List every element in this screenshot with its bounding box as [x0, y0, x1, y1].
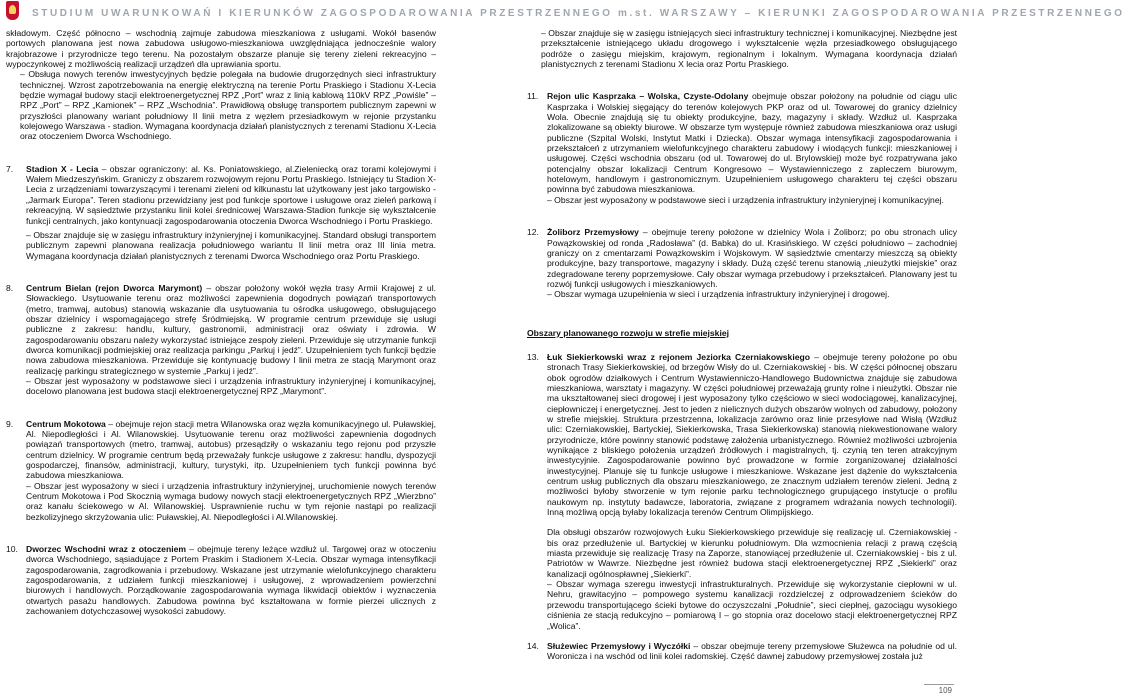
list-item-12 — [527, 227, 957, 299]
page-header — [0, 0, 1125, 22]
list-item-9 — [6, 419, 436, 522]
item-text: – obszar ograniczony: al. Ks. Poniatowskiego, al.Zieleniecką oraz torami kolejowymi i Wałem Miedzeszyńskim. Graniczy z obszarem rozwojowym rejonu Portu Praskiego. Istniejący tu Stadion X-Lecia z urządzeniami towarzyszącymi i terenami zieleni od kilkunastu lat użytkowany jest jako targowisko - „Jarmark Europa”. Teren stadionu przewidziany jest pod funkcje sportowe i usługowe oraz zieleń parkową i rekreacyjną. W sąsiedztwie przystanku linii kolei średnicowej Warszawa-Stadion funkcje się wykształcenie funkcji centralnych, jako kontynuacji zagospodarowania otoczenia Dworca Wschodniego i Portu Praskiego. — [26, 163, 436, 226]
list-item-7 — [6, 164, 436, 261]
item-heading: Stadion X - Lecia — [26, 163, 99, 174]
item-text: – obejmuje tereny położone po obu stronach Trasy Siekierkowskiej, od brzegów Wisły do ul. Czerniakowskiej - bis. W części północnej obszaru obok ogrodów działkowych i Centrum Wystawienniczo-Handlowego Budownictwa znajduje się zabudowa mieszkaniowa, warsztaty i magazyny. W części południowej przeważają grunty rolne i nieużytki. Obszar nie ma ukształtowanej sieci drogowej i jest wyposażony tylko częściowo w sieci wodociągowej, kanalizacyjnej, ciepłowniczej i energetycznej. Jest to jeden z nielicznych dużych obszarów wolnych od zabudowy, położony w strefie miejskiej. Struktura przestrzenna, lokalizacja zarówno oraz linie przesyłowe nad Wisłą (Wzdłuż ulic: Czerniakowskiej, Bartyckiej, Siekierkowska, Trasa Siekierkowska) stanowią niekwestionowane walory przyrodnicze, które powinny stanowić podstawę założenia urbanistycznego. Również możliwości uzbrojenia wynikające z bliskiego położenia urządzeń źródłowych i magistralnych, tj. czynią ten teren atrakcyjnym inwestycyjnie. Zagospodarowanie powinno być prowadzone w formie zorganizowanej działalności inwestycyjnej. Planuje się tu funkcje usługowe i mieszkaniowe. Wskazane jest dążenie do wykształcenia centrum usług publicznych dla obszaru mieszkaniowego, ze znacznym udziałem terenów zieleni. Jedną z możliwości byłoby stworzenie w tym rejonie parku technologicznego grupującego instytucje o profilu naukowym np. instytuty badawcze, laboratoria, związane z programem wdrażania nowych technologii). Inną możliwą opcją byłaby lokalizacja terenów Centrum Olimpijskiego. — [547, 351, 957, 518]
item-bullet: – Obszar znajduje się w zasięgu infrastruktury inżynieryjnej i komunikacyjnej. Standard obsługi transportem publicznym zapewni planowana realizacja południowego wariantu II linii metra oraz III linia metra. Wymagana koordynacja działań planistycznych z terenami Dworca Wschodniego oraz Portu Praskiego. — [26, 229, 436, 261]
item-number: 12. — [527, 227, 539, 238]
list-item-10 — [6, 544, 436, 616]
list-item-14 — [527, 641, 957, 662]
top-bullet: – Obszar znajduje się w zasięgu istniejących sieci infrastruktury technicznej i komunikacyjnej. Niezbędne jest przekształcenie istniejącego układu drogowego i wykształcenie węzła przesiadkowego obsługującego podróże o zasięgu miejskim, krajowym, regionalnym i lokalnym. Wymagana koordynacja działań planistycznych z terenami Stadionu X lecia oraz Portu Praskiego. — [541, 28, 957, 70]
item-bullet: – Obszar jest wyposażony w podstawowe sieci i urządzenia infrastruktury inżynieryjnej i komunikacyjnej, docelowo planowana jest budowa stacji elektroenergetycznej RPZ „Marymont”. — [26, 375, 436, 397]
item-paragraph: Dla obsługi obszarów rozwojowych Łuku Siekierkowskiego przewiduje się realizację ul. Czerniakowskiej - bis oraz przedłużenie ul. Bartyckiej w kierunku południowym. Dla wzmocnienia relacji z prawą częścią miasta przewiduje się realizację Trasy na Zaporze, stanowiącej przedłużenie ul. Czerniakowskiej - bis z ul. Patriotów w Wawrze. Niezbędne jest również budowa stacji elektroenergetycznej RPZ „Siekierki” oraz kanalizacji ogólnospławnej „Siekierki”. — [547, 527, 957, 579]
item-heading: Służewiec Przemysłowy i Wyczółki — [547, 640, 691, 651]
item-text: obejmuje obszar położony na południe od ciągu ulic Kasprzaka i Wolskiej sięgający do terenów kolejowych PKP oraz od ul. Towarowej do granicy dzielnicy Wola. Obecnie znajdują się tu obiekty produkcyjne, bazy, magazyny i składy. Wzdłuż ul. Kasprzaka zlokalizowane są obiekty biurowe. W obszarze tym występuje również zabudowa mieszkaniowa oraz usługi publiczne (Szpital Wolski, Instytut Matki i Dziecka). Obszar wymaga intensyfikacji zagospodarowania i przekształceń z utrzymaniem wielofunkcyjnego charakteru zabudowy i wiodących funkcji: mieszkaniowej i usługowej. Części wschodnia obszaru (od ul. Towarowej do ul. Brylowskiej) może być rozpatrywana jako potencjalny obszar lokalizacji Centrum Kongresowo – Wystawienniczego z zapleczem biurowym, hotelowym, handlowym i gastronomicznym. Uzupełnieniem usługowego charakteru tej części obszaru powinna być zabudowa mieszkaniowa. — [547, 91, 957, 195]
item-number: 13. — [527, 351, 539, 362]
list-item-8 — [6, 283, 436, 397]
item-bullet: – Obszar jest wyposażony w podstawowe sieci i urządzenia infrastruktury inżynieryjnej i komunikacyjnej. — [547, 194, 944, 205]
list-item-13 — [527, 352, 957, 631]
item-text: – obejmuje tereny leżące wzdłuż ul. Targowej oraz w otoczeniu dworca Wschodniego, sąsiadujące z Portem Praskim i Stadionem X-Lecia. Obszar wymaga intensyfikacji zagospodarowania, zagrodkowania i przebudowy. Wskazane jest utrzymanie wielofunkcyjnego charakteru zagospodarowania, z udziałem funkcji mieszkaniowej i usługowej, z wprowadzeniem powierzchni biurowych i handlowych. Porządkowanie zagospodarowania wymaga likwidacji obiektów i wyznaczenia otwartych pasażu handlowych. Zabudowa powinna być kształtowana w formie pierzei ulicznych z zachowaniem dotychczasowej wysokości zabudowy. — [26, 544, 436, 617]
item-heading: Dworzec Wschodni wraz z otoczeniem — [26, 544, 186, 555]
item-number: 9. — [6, 418, 14, 429]
section-title: Obszary planowanego rozwoju w strefie miejskiej — [527, 327, 730, 338]
item-heading: Żoliborz Przemysłowy — [547, 227, 639, 238]
item-number: 8. — [6, 282, 14, 293]
header-title: STUDIUM UWARUNKOWAŃ I KIERUNKÓW ZAGOSPODAROWANIA PRZESTRZENNEGO m.st. WARSZAWY – KIERUNKI ZAGOSPODAROWANIA PRZESTRZENNEGO — [32, 8, 1125, 19]
right-column — [527, 28, 957, 662]
item-bullet: – Obszar wymaga szeregu inwestycji infrastrukturalnych. Przewiduje się wykorzystanie ciepłowni w ul. Nehru, grawitacyjno – pompowego systemu kanalizacji rozdzielczej z odprowadzeniem ścieków do przewodu transportującego ścieki bytowe do oczyszczalni „Południe”, sieci ciepłnej, gazociągu wysokiego ciśnienia ze stacją redukcyjno – pomiarową I – go stopnia oraz docelowo stacji elektroenergetycznej RPZ „Wolica”. — [547, 579, 957, 631]
item-heading: Łuk Siekierkowski wraz z rejonem Jeziorka Czerniakowskiego — [547, 351, 810, 362]
item-number: 7. — [6, 163, 14, 174]
item-number: 14. — [527, 640, 539, 651]
item-text: – obejmuje tereny położone w dzielnicy Wola i Żoliborz; po obu stronach ulicy Powązkowskiej od ronda „Radosława” (d. Babka) do ul. Krasińskiego. W części południowo – zachodniej graniczy on z cmentarzami Powązkowskim i Wojskowym. W sąsiedztwie cmentarzy mieszczą są obiekty produkcyjne, bazy transportowe, magazyny i składy. Dużą część terenu stanowią „nieużytki miejskie” oraz zdegradowane tereny poprzemysłowe. Cały obszar wymaga przebudowy i przekształceń. Planowany jest tu rozwój funkcji usługowych i mieszkaniowych. — [547, 227, 957, 289]
intro-paragraph: składowym. Część północno – wschodnią zajmuje zabudowa mieszkaniowa z usługami. Wokół basenów portowych planowana jest nowa zabudowa usługowo-mieszkaniowa uwzględniająca jednocześnie walory krajobrazowe i przyrodnicze tego terenu. Na pozostałym obszarze planuje się tereny zieleni rekreacyjno – wypoczynkowej z możliwością realizacji urządzeń dla uprawiania sportu. — [6, 28, 436, 70]
warsaw-coat-of-arms-icon — [6, 1, 19, 20]
item-heading: Centrum Mokotowa — [26, 418, 106, 429]
item-number: 10. — [6, 544, 18, 555]
item-text: – obszar obejmuje tereny przemysłowe Służewca na południe od ul. Woronicza i na wschód od linii kolei radomskiej. Część dawnej zabudowy przemysłowej została już — [547, 640, 957, 662]
item-bullet: – Obszar wymaga uzupełnienia w sieci i urządzenia infrastruktury inżynieryjnej i drogowej. — [547, 289, 890, 300]
list-item-11 — [527, 91, 957, 205]
footer-rule — [924, 684, 954, 685]
item-number: 11. — [527, 91, 539, 102]
intro-bullet: – Obsługa nowych terenów inwestycyjnych będzie polegała na budowie drugorzędnych sieci infrastruktury technicznej. Wzrost zapotrzebowania na energię elektryczną na terenie Portu Praskiego i Stadionu X-Lecia będzie wymagał budowy stacji elektroenergetycznej RPZ „Port” wraz z linią kablową 110kV RPZ „Powiśle” – RPZ „Port” – RPZ „Kamionek” – RPZ „Wschodnia”. Prawidłową obsługę transportem publicznym zapewni w przyszłości planowany wariant południowy II linii metra z węzłem przesiadkowym w rejonie przystanku kolejowego Warszawa - stadion. Wymagana koordynacja działań planistycznych z terenami Stadionu X-Lecia oraz otoczeniem Dworca Wschodniego. — [20, 69, 436, 142]
item-bullet: – Obszar jest wyposażony w sieci i urządzenia infrastruktury inżynieryjnej, uruchomienie nowych terenów Centrum Mokotowa i Pod Skocznią wymaga budowy nowych stacji elektroenergetycznych RPZ „Wierzbno” oraz kanału ściekowego w Al. Wilanowskiej. Usprawnienie ruchu w tym rejonie nastąpi po realizacji bezkolizyjnego skrzyżowania ulic: Puławskiej, Al. Niepodległości i Al.Wilanowskiej. — [26, 480, 436, 522]
item-heading: Rejon ulic Kasprzaka – Wolska, Czyste-Odolany — [547, 91, 749, 102]
item-heading: Centrum Bielan (rejon Dworca Marymont) — [26, 282, 203, 293]
left-column — [6, 28, 436, 617]
item-text: – obejmuje rejon stacji metra Wilanowska oraz węzła komunikacyjnego ul. Puławskiej, Al. Niepodległości i Al. Wilanowskiej. Usytuowanie terenu oraz możliwości zapewnienia dogodnych powiązań transportowych (metro, tramwaj, autobus) przesądziły o wskazaniu tego rejonu pod przyszłe centrum dzielnicy. W programie centrum będą przeważały funkcje usługowe z zakresu: handlu, dyspozycji gospodarczej, finansów, administracji, kultury, turystyki, itp. Uzupełnieniem tych funkcji powinna być zabudowa mieszkaniowa. — [26, 418, 436, 481]
page-number: 109 — [938, 686, 952, 695]
item-text: – obszar położony wokół węzła trasy Armii Krajowej z ul. Słowackiego. Usytuowanie terenu oraz możliwości zapewnienia dogodnych powiązań transportowych (metro, tramwaj, autobus) stanowią wskazanie dla usytuowania tu ośrodka usługowego, obsługującego obszar dzielnicy i wspomagającego strefę Śródmiejską. W programie centrum przewiduje się usługi publiczne z zakresu: handlu, kultury, gastronomii, administracji oraz oświaty i zdrowia. W zagospodarowaniu obszaru należy wykorzystać istniejące zespoły zieleni. Przewiduje się utrzymanie funkcji dworca komunikacji podmiejskiej oraz realizacja parkingu „Parkuj i jedź”. Uzupełnieniem tych funkcji będzie nowa zabudowa mieszkaniowa. Przewiduje się kontynuację budowy I linii metra ze stacją Marymont oraz realizację parkingu strategicznego w systemie „Parkuj i jedź”. — [26, 282, 437, 376]
